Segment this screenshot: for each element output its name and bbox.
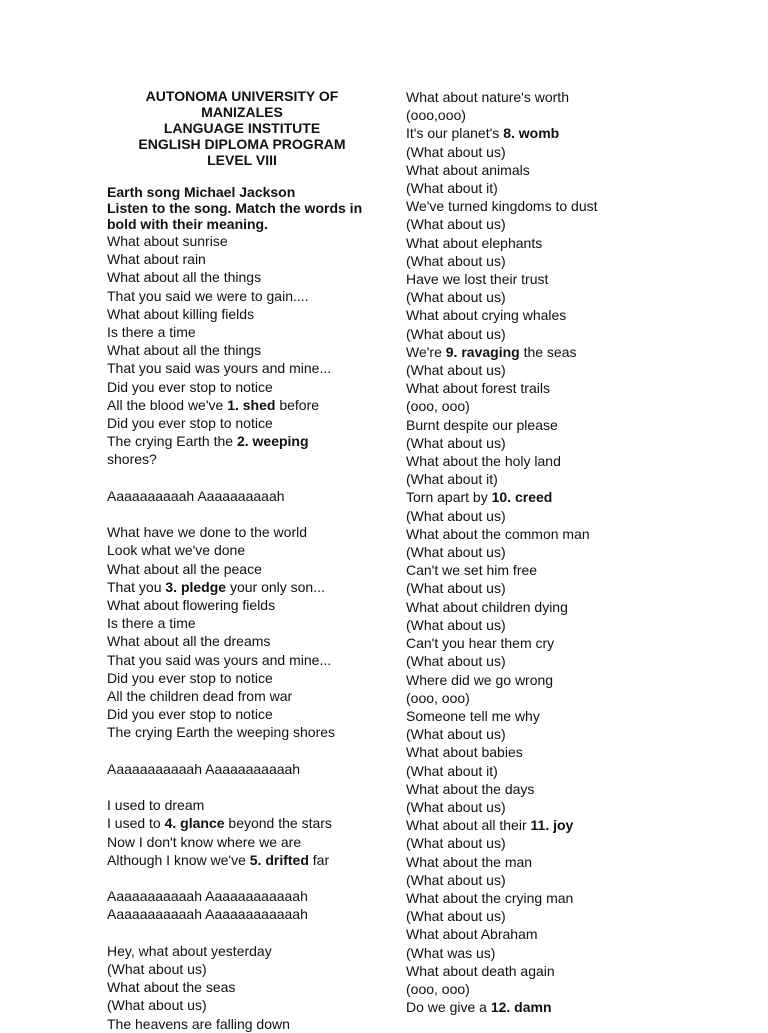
lyric-line: (ooo, ooo) [406,689,470,706]
stanza-break [107,469,377,487]
header-university-line: AUTONOMA UNIVERSITY OF MANIZALES [145,88,339,120]
vocabulary-word: 12. damn [490,999,552,1016]
vocabulary-word: 3. pledge [165,578,227,595]
instructions [107,184,377,232]
lyric-line: What about children dying [406,598,568,615]
lyric-line: (ooo, ooo) [406,980,470,997]
header-institute-line: LANGUAGE INSTITUTE [163,120,321,136]
lyric-line: What about death again [406,962,555,979]
lyric-line: Aaaaaaaaaaah Aaaaaaaaaaah [107,760,301,777]
vocabulary-word: 11. joy [530,817,574,834]
vocabulary-word: 4. glance [164,815,225,832]
lyric-line: Did you ever stop to notice [107,378,273,395]
lyric-line [107,851,377,869]
lyric-line: What about the seas [107,979,236,996]
lyric-line: shores? [107,451,157,468]
lyric-line: (What about us) [406,325,506,342]
stanza-break [107,924,377,942]
lyric-line: Hey, what about yesterday [107,942,272,959]
lyric-text: I used to [107,815,165,832]
lyric-line: (What about us) [406,252,506,269]
lyric-line: The crying Earth the weeping shores [107,724,336,741]
lyric-line: What about the days [406,780,535,797]
lyric-line: What about the common man [406,525,590,542]
lyric-text: your only son... [226,578,325,595]
lyric-line: (What about us) [107,997,207,1014]
lyric-line: (What was us) [406,944,496,961]
lyric-line: Is there a time [107,615,196,632]
vocabulary-word: 1. shed [227,396,276,413]
lyric-line [107,396,377,414]
task-instruction: Listen to the song. Match the words in bold with their meaning. [107,200,363,232]
lyric-line: We've turned kingdoms to dust [406,198,598,215]
lyric-line: What have we done to the world [107,524,308,541]
lyric-line: Aaaaaaaaaaah Aaaaaaaaaaaah [107,888,308,905]
lyric-line: The heavens are falling down [107,1015,290,1032]
lyric-line: (What about us) [406,544,506,561]
lyric-line: What about babies [406,744,523,761]
lyric-line: What about animals [406,161,530,178]
lyric-line: Look what we've done [107,542,246,559]
lyric-line [406,816,736,834]
lyric-line: Burnt despite our please [406,416,558,433]
lyric-text: before [275,396,320,413]
lyric-line: All the children dead from war [107,688,293,705]
lyric-line: (What about us) [406,507,506,524]
lyric-line: (ooo,ooo) [406,107,466,124]
lyric-line: (What about us) [406,580,506,597]
lyric-line: What about the crying man [406,889,574,906]
lyric-line: (What about us) [406,798,506,815]
lyric-line: What about forest trails [406,380,550,397]
lyric-line: Aaaaaaaaaah Aaaaaaaaaah [107,487,285,504]
lyric-line: Can't we set him free [406,562,538,579]
stanza-break [107,742,377,760]
right-lyrics [406,88,736,1016]
lyric-text: We're [406,343,446,360]
stanza-break [107,505,377,523]
right-column [406,88,736,1016]
lyric-line: Now I don't know where we are [107,833,302,850]
vocabulary-word: 2. weeping [236,433,309,450]
lyric-line [406,124,736,142]
lyric-line: (What about us) [107,961,207,978]
lyric-line: (What about us) [406,143,506,160]
lyric-line: (What about us) [406,835,506,852]
lyric-line: (What about us) [406,653,506,670]
header-level-line: LEVEL VIII [207,152,277,168]
lyric-line: What about killing fields [107,305,255,322]
lyric-line: Can't you hear them cry [406,635,555,652]
lyric-line [107,432,377,450]
lyric-line: (What about us) [406,908,506,925]
lyric-line: Aaaaaaaaaaah Aaaaaaaaaaaah [107,906,308,923]
lyric-line: What about the man [406,853,533,870]
lyric-line: What about crying whales [406,307,567,324]
vocabulary-word: 9. ravaging [445,343,520,360]
lyric-line: Have we lost their trust [406,271,549,288]
lyric-line: That you said was yours and mine... [107,360,332,377]
lyric-line: (What about us) [406,726,506,743]
lyric-text: That you [107,578,166,595]
lyric-line: (What about us) [406,871,506,888]
lyric-line: (What about us) [406,434,506,451]
lyric-line: That you said was yours and mine... [107,651,332,668]
lyric-line: What about Abraham [406,926,538,943]
vocabulary-word: 5. drifted [249,851,309,868]
lyric-line: What about nature's worth [406,89,569,105]
lyric-line: Someone tell me why [406,707,540,724]
lyric-line: (What about us) [406,289,506,306]
stanza-break [107,869,377,887]
lyric-line [107,814,377,832]
lyric-line: What about flowering fields [107,597,276,614]
document-header [107,88,377,168]
lyric-line: Did you ever stop to notice [107,415,273,432]
lyric-text: Although I know we've [107,851,250,868]
lyric-line: Did you ever stop to notice [107,706,273,723]
lyric-line: What about rain [107,251,206,268]
lyric-text: What about all their [406,817,531,834]
lyric-text: The crying Earth the [107,433,237,450]
vocabulary-word: 10. creed [491,489,553,506]
lyric-line: (What about it) [406,471,498,488]
lyric-line: Is there a time [107,324,196,341]
lyric-line: Where did we go wrong [406,671,554,688]
left-lyrics [107,232,377,1033]
lyric-line: What about elephants [406,234,543,251]
lyric-line: (What about it) [406,180,498,197]
lyric-line: What about the holy land [406,453,561,470]
lyric-line [107,578,377,596]
lyric-line: What about all the things [107,342,262,359]
stanza-break [107,778,377,796]
lyric-line: I used to dream [107,797,205,814]
left-column [107,88,377,1033]
header-program-line: ENGLISH DIPLOMA PROGRAM [138,136,346,152]
lyric-line: (What about us) [406,616,506,633]
lyric-text: Torn apart by [406,489,492,506]
lyric-line: (What about us) [406,216,506,233]
lyric-text: All the blood we've [107,396,228,413]
lyric-line: What about all the peace [107,560,262,577]
song-title: Earth song Michael Jackson [107,184,296,200]
lyric-line: (ooo, ooo) [406,398,470,415]
lyric-text: beyond the stars [224,815,332,832]
lyric-text: Do we give a [406,999,491,1016]
lyric-line: Did you ever stop to notice [107,669,273,686]
lyric-line: What about all the things [107,269,262,286]
lyric-line [406,488,736,506]
lyric-text: It's our planet's [406,125,504,142]
lyric-line: That you said we were to gain.... [107,287,309,304]
lyric-text: the seas [519,343,577,360]
vocabulary-word: 8. womb [503,125,560,142]
lyric-line [406,998,736,1016]
lyric-line: What about sunrise [107,233,228,249]
lyric-line: What about all the dreams [107,633,271,650]
lyric-line [406,343,736,361]
lyric-line: (What about us) [406,362,506,379]
lyric-line: (What about it) [406,762,498,779]
lyric-text: far [308,851,330,868]
